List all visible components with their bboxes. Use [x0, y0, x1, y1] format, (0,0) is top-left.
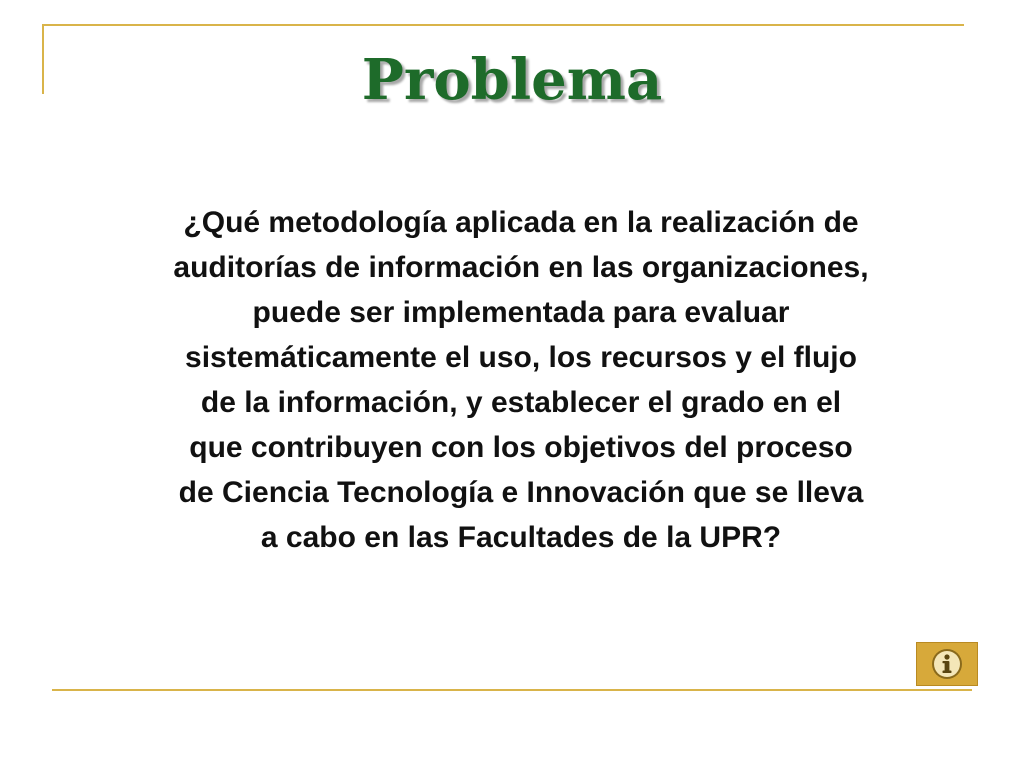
slide-title: Problema [361, 47, 663, 113]
body-line: auditorías de información en las organizaciones, [173, 251, 869, 284]
body-line: de Ciencia Tecnología e Innovación que se lleva [178, 476, 864, 509]
body-line: sistemáticamente el uso, los recursos y el flujo [185, 341, 857, 374]
body-line: a cabo en las Facultades de la UPR? [260, 521, 782, 554]
body-line: de la información, y establecer el grado en el [200, 386, 842, 419]
bottom-border-line [52, 689, 972, 691]
body-line: puede ser implementada para evaluar [252, 296, 790, 329]
body-line: ¿Qué metodología aplicada en la realización de [183, 206, 859, 239]
top-border-line [42, 24, 964, 26]
body-line: que contribuyen con los objetivos del proceso [189, 431, 853, 464]
info-button[interactable] [916, 642, 978, 686]
slide-body-text [86, 200, 956, 560]
info-icon [931, 648, 963, 680]
